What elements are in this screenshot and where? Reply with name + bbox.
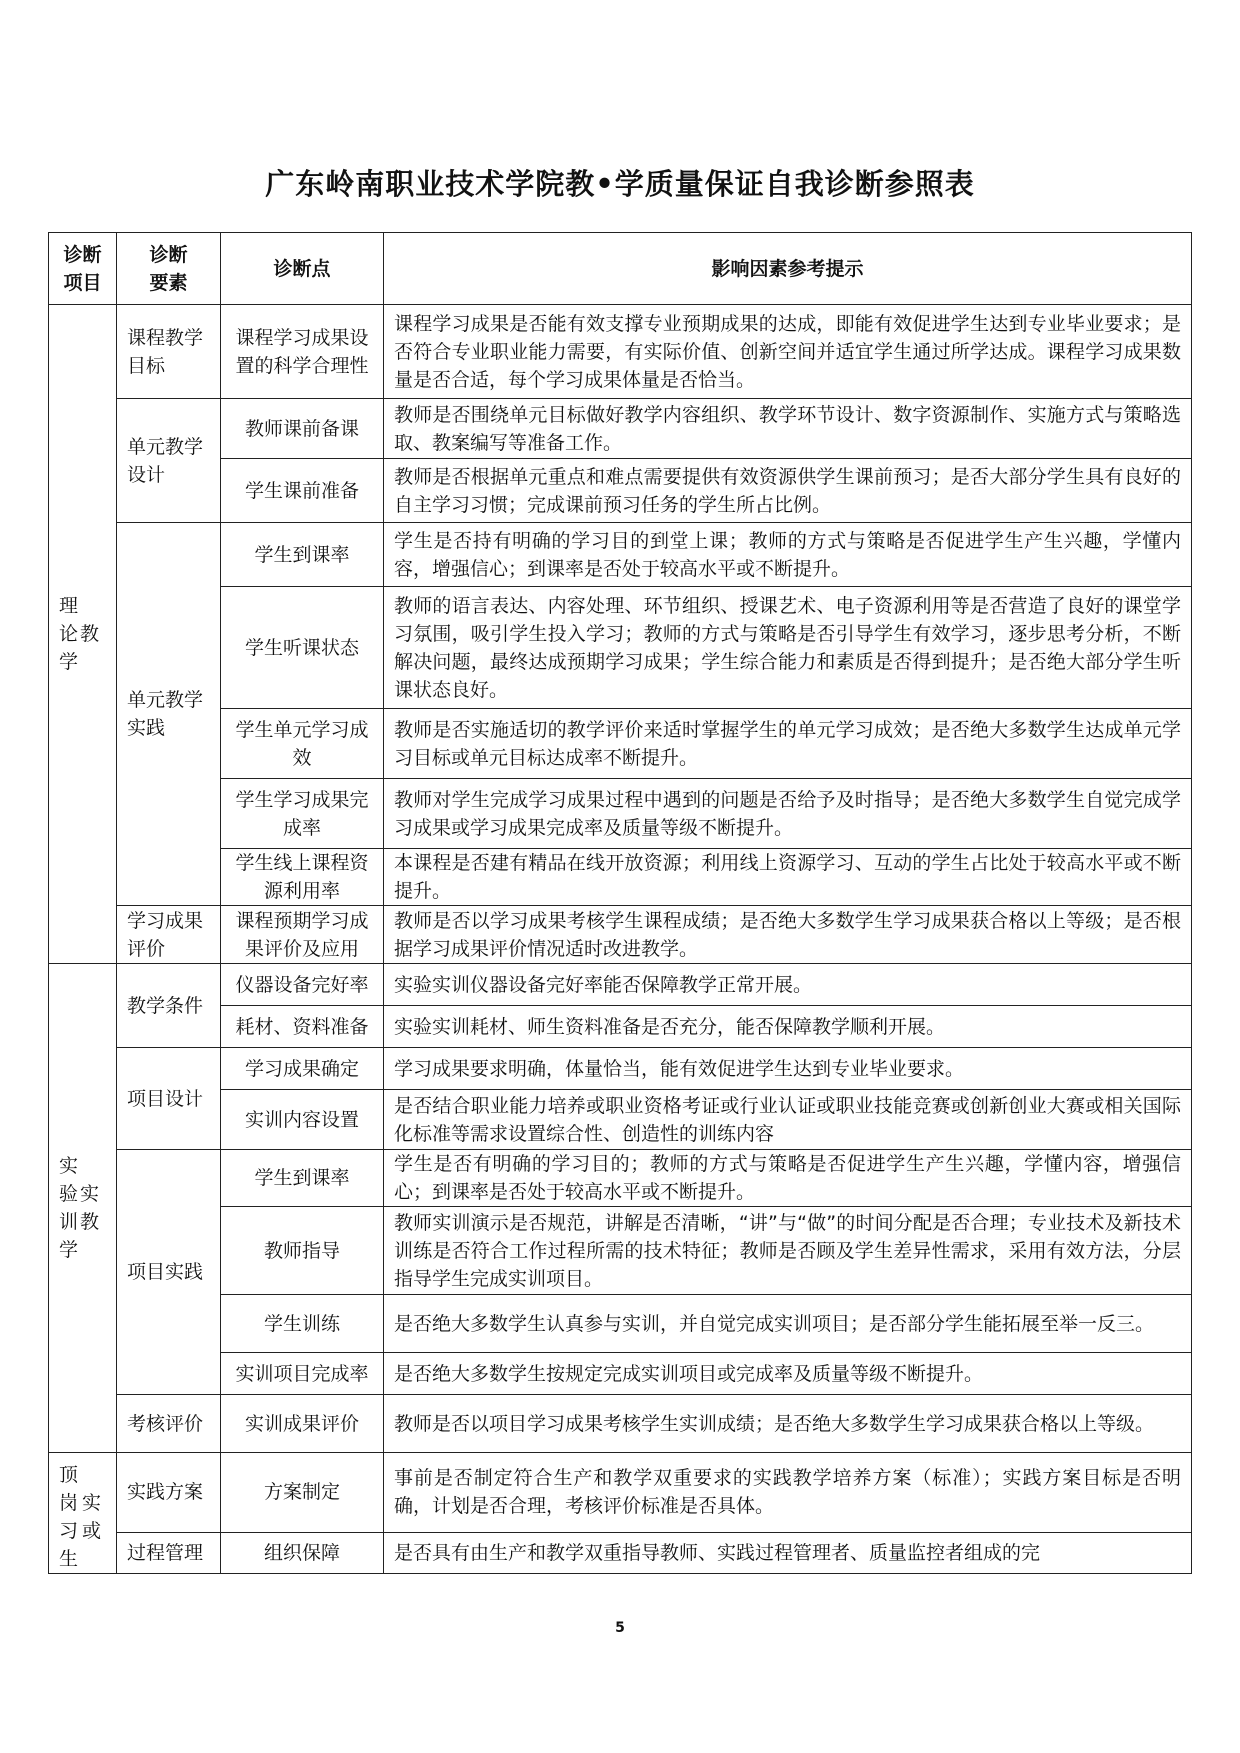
hint-text: 是否结合职业能力培养或职业资格考证或行业认证或职业技能竞赛或创新创业大赛或相关国际化标准等需求设置综合性、创造性的训练内容: [384, 1090, 1192, 1150]
diagnosis-point: 耗材、资料准备: [221, 1006, 384, 1048]
table-row: [49, 779, 1192, 849]
header-point: 诊断点: [221, 233, 384, 305]
diagnosis-point: 学生到课率: [221, 1150, 384, 1207]
hint-text: 是否绝大多数学生按规定完成实训项目或完成率及质量等级不断提升。: [384, 1353, 1192, 1395]
element-process-mgmt: 过程管理: [117, 1532, 221, 1573]
element-unit-design: 单元教学设计: [117, 399, 221, 523]
project-lab: 实 验实 训教学: [49, 964, 117, 1453]
header-project: 诊断项目: [49, 233, 117, 305]
diagnosis-point: 学生单元学习成效: [221, 709, 384, 779]
diagnosis-point: 组织保障: [221, 1532, 384, 1573]
diagnosis-point: 学生到课率: [221, 523, 384, 587]
table-row: [49, 709, 1192, 779]
diagnosis-point: 实训成果评价: [221, 1395, 384, 1453]
diagnosis-point: 方案制定: [221, 1453, 384, 1533]
element-assessment: 考核评价: [117, 1395, 221, 1453]
element-outcome-eval: 学习成果评价: [117, 906, 221, 964]
hint-text: 教师对学生完成学习成果过程中遇到的问题是否给予及时指导；是否绝大多数学生自觉完成学习成果或学习成果完成率及质量等级不断提升。: [384, 779, 1192, 849]
hint-text: 学生是否持有明确的学习目的到堂上课；教师的方式与策略是否促进学生产生兴趣，学懂内容，增强信心；到课率是否处于较高水平或不断提升。: [384, 523, 1192, 587]
hint-text: 本课程是否建有精品在线开放资源；利用线上资源学习、互动的学生占比处于较高水平或不断提升。: [384, 849, 1192, 906]
diagnosis-point: 教师指导: [221, 1207, 384, 1295]
table-row: [49, 1532, 1192, 1573]
hint-text: 教师是否以学习成果考核学生课程成绩；是否绝大多数学生学习成果获合格以上等级；是否根据学习成果评价情况适时改进教学。: [384, 906, 1192, 964]
hint-text: 教师的语言表达、内容处理、环节组织、授课艺术、电子资源利用等是否营造了良好的课堂学习氛围，吸引学生投入学习；教师的方式与策略是否引导学生有效学习，逐步思考分析，不断解决问题，最终达成预期学习成果；学生综合能力和素质是否得到提升；是否绝大部分学生听课状态良好。: [384, 587, 1192, 709]
diagnosis-point: 学生课前准备: [221, 459, 384, 523]
table-row: [49, 1207, 1192, 1295]
hint-text: 实验实训仪器设备完好率能否保障教学正常开展。: [384, 964, 1192, 1006]
hint-text: 是否具有由生产和教学双重指导教师、实践过程管理者、质量监控者组成的完: [384, 1532, 1192, 1573]
element-course-goal: 课程教学目标: [117, 305, 221, 399]
table-row: [49, 1353, 1192, 1395]
header-element: 诊断要素: [117, 233, 221, 305]
element-practice-plan: 实践方案: [117, 1453, 221, 1533]
hint-text: 教师是否实施适切的教学评价来适时掌握学生的单元学习成效；是否绝大多数学生达成单元学习目标或单元目标达成率不断提升。: [384, 709, 1192, 779]
element-unit-practice: 单元教学实践: [117, 523, 221, 906]
table-row: [49, 849, 1192, 906]
element-project-design: 项目设计: [117, 1048, 221, 1150]
hint-text: 学生是否有明确的学习目的；教师的方式与策略是否促进学生产生兴趣，学懂内容，增强信心；到课率是否处于较高水平或不断提升。: [384, 1150, 1192, 1207]
table-row: [49, 1295, 1192, 1353]
table-row: [49, 459, 1192, 523]
diagnosis-point: 课程预期学习成果评价及应用: [221, 906, 384, 964]
hint-text: 教师是否根据单元重点和难点需要提供有效资源供学生课前预习；是否大部分学生具有良好的自主学习习惯；完成课前预习任务的学生所占比例。: [384, 459, 1192, 523]
diagnosis-point: 仪器设备完好率: [221, 964, 384, 1006]
table-row: [49, 523, 1192, 587]
hint-text: 教师是否围绕单元目标做好教学内容组织、教学环节设计、数字资源制作、实施方式与策略选取、教案编写等准备工作。: [384, 399, 1192, 459]
diagnosis-point: 教师课前备课: [221, 399, 384, 459]
table-row: [49, 399, 1192, 459]
table-row: [49, 1150, 1192, 1207]
table-row: [49, 587, 1192, 709]
diagnosis-point: 学生听课状态: [221, 587, 384, 709]
hint-text: 事前是否制定符合生产和教学双重要求的实践教学培养方案（标准）；实践方案目标是否明确，计划是否合理，考核评价标准是否具体。: [384, 1453, 1192, 1533]
table-header-row: [49, 233, 1192, 305]
table-row: [49, 1090, 1192, 1150]
table-row: [49, 1395, 1192, 1453]
element-project-practice: 项目实践: [117, 1150, 221, 1395]
diagnosis-point: 学生训练: [221, 1295, 384, 1353]
hint-text: 课程学习成果是否能有效支撑专业预期成果的达成，即能有效促进学生达到专业毕业要求；是否符合专业职业能力需要，有实际价值、创新空间并适宜学生通过所学达成。课程学习成果数量是否合适，每个学习成果体量是否恰当。: [384, 305, 1192, 399]
diagnosis-point: 学生学习成果完成率: [221, 779, 384, 849]
hint-text: 实验实训耗材、师生资料准备是否充分，能否保障教学顺利开展。: [384, 1006, 1192, 1048]
table-row: [49, 1048, 1192, 1090]
element-conditions: 教学条件: [117, 964, 221, 1048]
diagnosis-point: 实训内容设置: [221, 1090, 384, 1150]
header-hint: 影响因素参考提示: [384, 233, 1192, 305]
hint-text: 教师实训演示是否规范，讲解是否清晰，“讲”与“做”的时间分配是否合理；专业技术及新技术训练是否符合工作过程所需的技术特征；教师是否顾及学生差异性需求，采用有效方法，分层指导学生完成实训项目。: [384, 1207, 1192, 1295]
table-row: [49, 1006, 1192, 1048]
table-row: [49, 305, 1192, 399]
hint-text: 是否绝大多数学生认真参与实训，并自觉完成实训项目；是否部分学生能拓展至举一反三。: [384, 1295, 1192, 1353]
table-row: [49, 906, 1192, 964]
diagnosis-point: 实训项目完成率: [221, 1353, 384, 1395]
page-title: 广东岭南职业技术学院教•学质量保证自我诊断参照表: [265, 167, 975, 201]
diagnosis-point: 学生线上课程资源利用率: [221, 849, 384, 906]
table-row: [49, 964, 1192, 1006]
diagnosis-table: [48, 232, 1192, 1574]
diagnosis-point: 学习成果确定: [221, 1048, 384, 1090]
hint-text: 学习成果要求明确，体量恰当，能有效促进学生达到专业毕业要求。: [384, 1048, 1192, 1090]
hint-text: 教师是否以项目学习成果考核学生实训成绩；是否绝大多数学生学习成果获合格以上等级。: [384, 1395, 1192, 1453]
table-row: [49, 1453, 1192, 1533]
page-number: 5: [615, 1620, 625, 1636]
diagnosis-point: 课程学习成果设置的科学合理性: [221, 305, 384, 399]
project-internship: 顶 岗实 习或 生: [49, 1453, 117, 1574]
project-theory: 理 论教学: [49, 305, 117, 964]
